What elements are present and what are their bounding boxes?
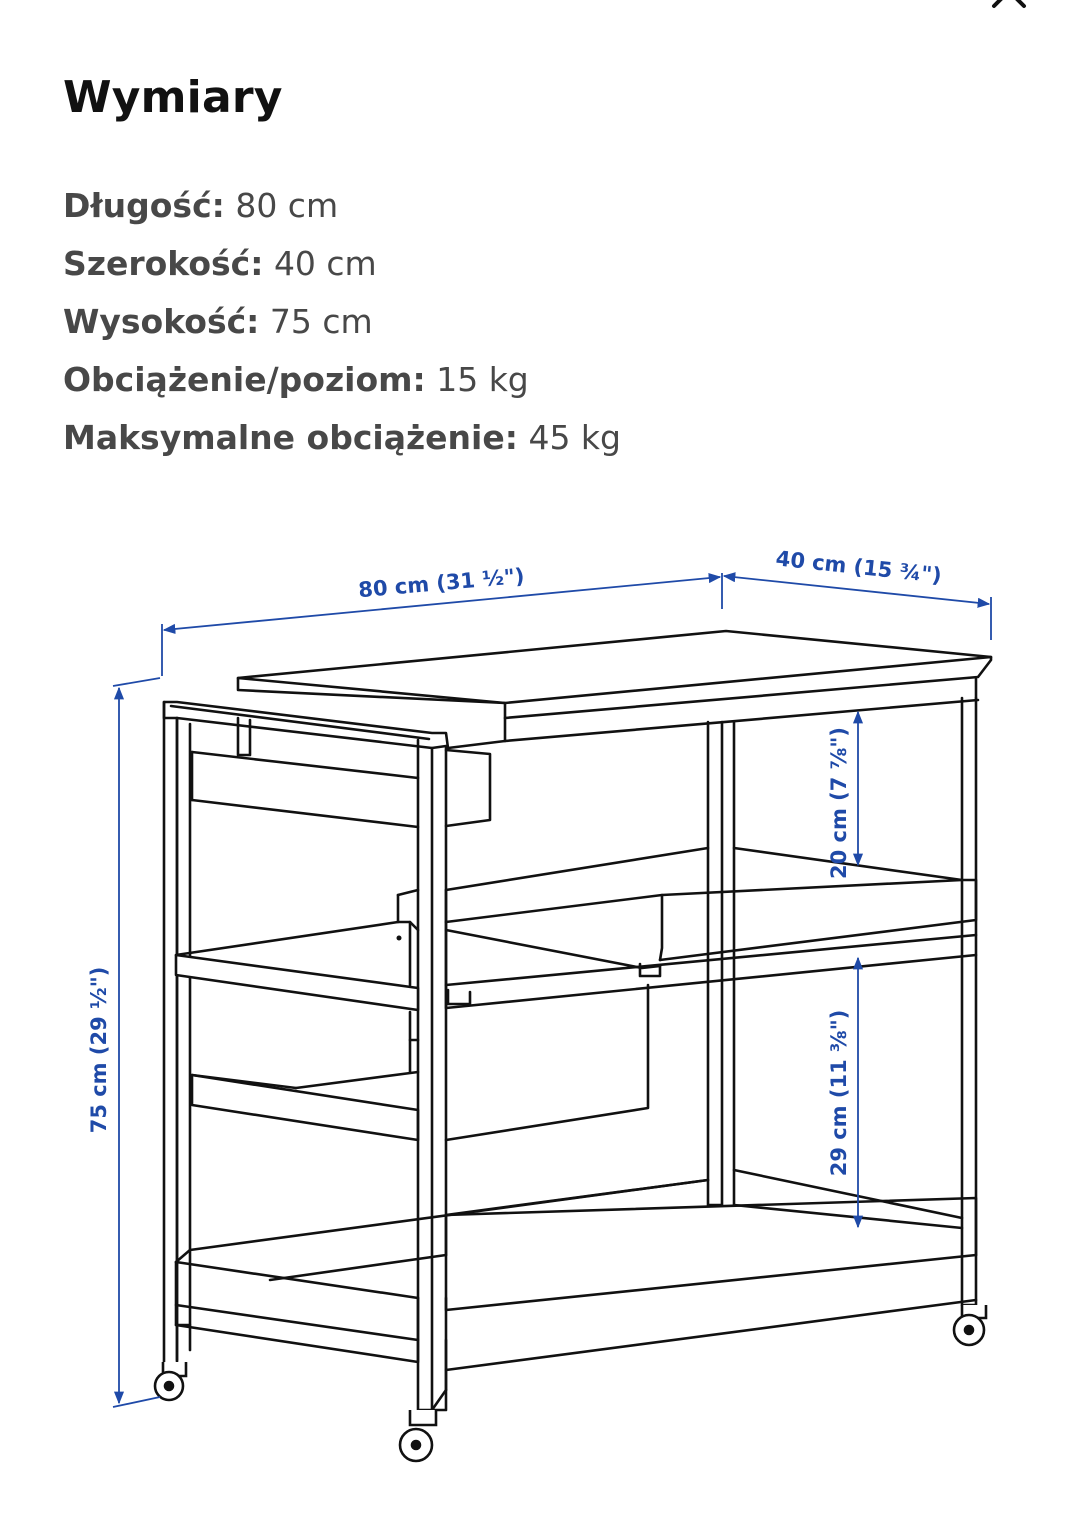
height-dimension-label: 75 cm (29 ½") — [87, 966, 111, 1134]
dimension-load-per-level — [63, 356, 621, 414]
dimension-value: 45 kg — [528, 418, 621, 457]
close-button[interactable] — [980, 0, 1036, 22]
dimensions-list — [63, 182, 621, 472]
dimension-label: Obciążenie/poziom: — [63, 360, 426, 399]
dimension-value: 80 cm — [235, 186, 339, 225]
dimension-height — [63, 298, 621, 356]
trolley-dimension-diagram — [0, 500, 1080, 1539]
dimension-length — [63, 182, 621, 240]
dimension-max-load — [63, 414, 621, 472]
page-title: Wymiary — [63, 72, 283, 123]
trolley-drawing — [164, 631, 991, 1410]
middle-gap-dimension-label: 29 cm (11 ⅜") — [827, 1009, 851, 1177]
close-icon — [980, 0, 1036, 22]
width-dimension-label: 40 cm (15 ¾") — [774, 546, 943, 588]
dimension-label: Wysokość: — [63, 302, 260, 341]
top-gap-dimension-label: 20 cm (7 ⅞") — [827, 727, 851, 879]
dimension-label: Szerokość: — [63, 244, 264, 283]
dimension-label: Długość: — [63, 186, 225, 225]
dimension-value: 40 cm — [273, 244, 377, 283]
dimension-value: 75 cm — [269, 302, 373, 341]
dimension-label: Maksymalne obciążenie: — [63, 418, 518, 457]
dimension-value: 15 kg — [436, 360, 529, 399]
caster-wheels — [155, 1305, 986, 1461]
dimension-width — [63, 240, 621, 298]
length-dimension-label: 80 cm (31 ½") — [357, 563, 526, 603]
